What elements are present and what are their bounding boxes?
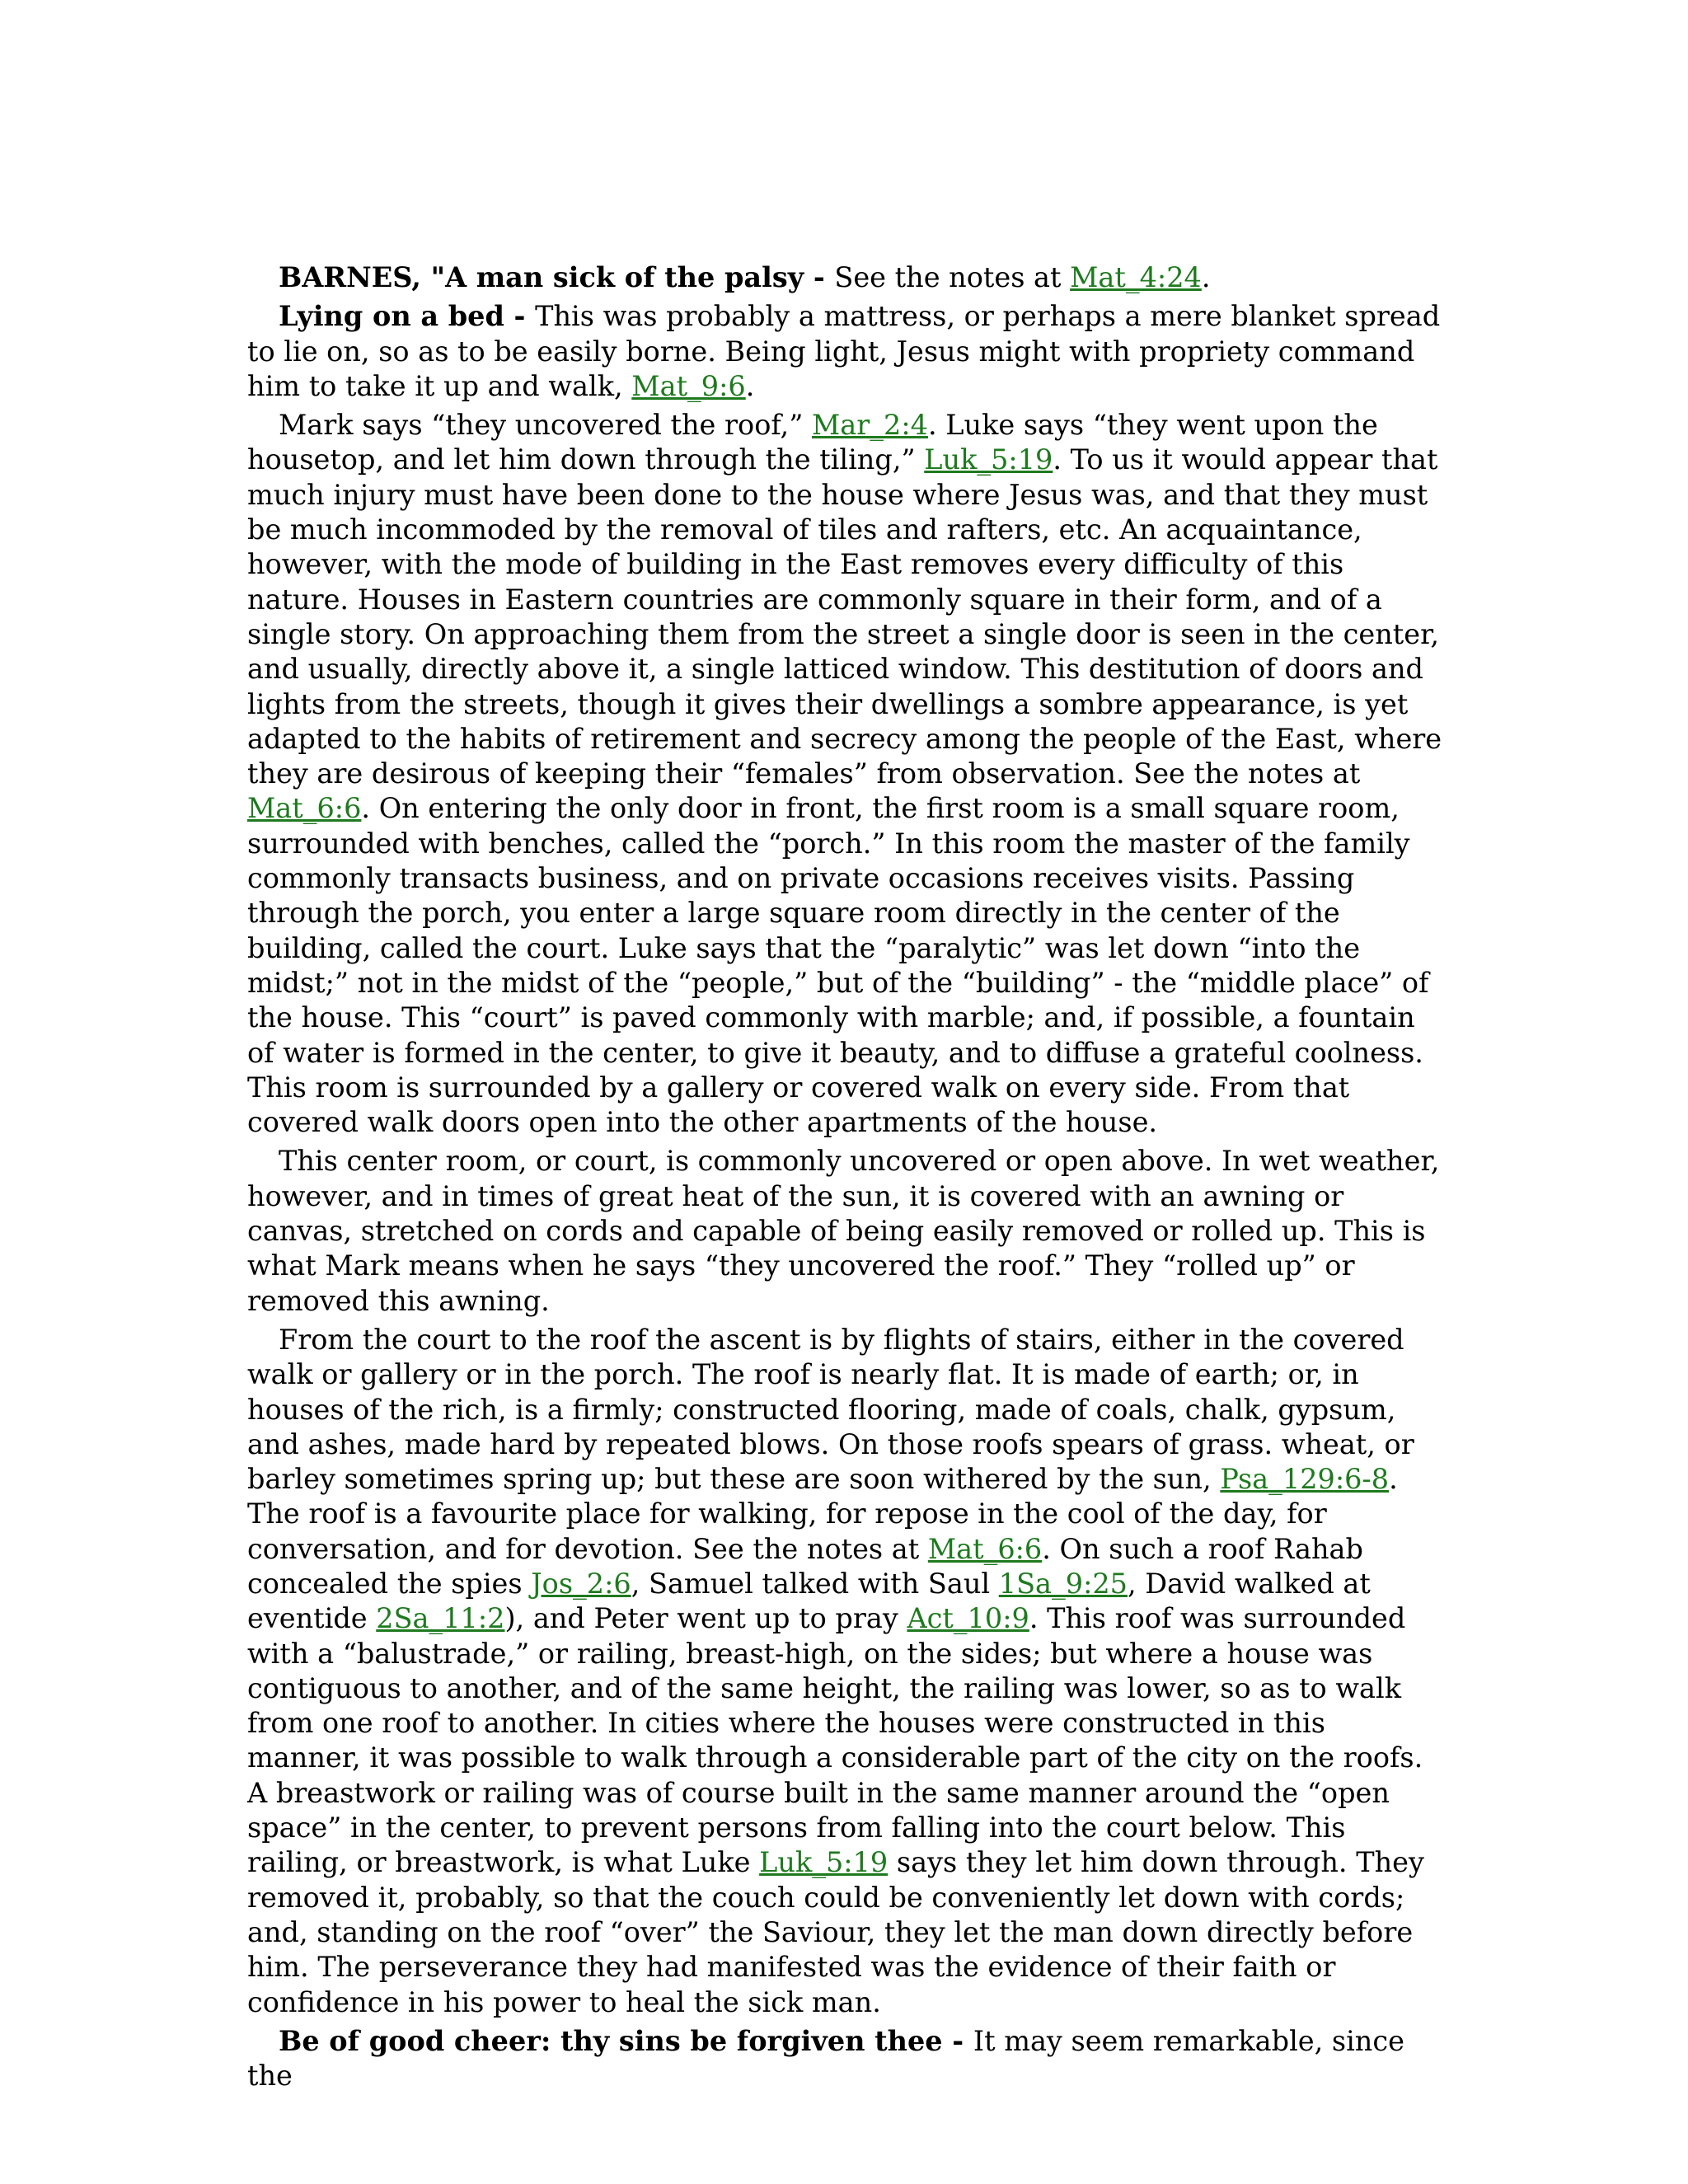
scripture-reference-link[interactable]: 1Sa_9:25 <box>998 1567 1128 1600</box>
scripture-reference-link[interactable]: Mat_6:6 <box>247 792 362 825</box>
heading-phrase: Lying on a bed - <box>279 300 536 333</box>
commentary-page <box>247 260 1444 2097</box>
body-text: . The roof is a favourite place for walking, for repose in the cool of the day, for conversation, and for devotion. See the notes at <box>247 1463 1398 1565</box>
body-text: From the court to the roof the ascent is by flights of stairs, either in the covered walk or gallery or in the porch. The roof is nearly flat. It is made of earth; or, in houses of the rich, is a firmly; constructed flooring, made of coals, chalk, gypsum, and ashes, made hard by repeated blows. On those roofs spears of grass. wheat, or barley sometimes spring up; but these are soon withered by the sun, <box>247 1323 1414 1496</box>
body-text: . <box>745 369 755 402</box>
commentary-paragraph <box>247 1323 1444 2020</box>
scripture-reference-link[interactable]: Act_10:9 <box>907 1602 1029 1635</box>
body-text: . <box>1201 261 1211 293</box>
scripture-reference-link[interactable]: Psa_129:6-8 <box>1220 1463 1390 1496</box>
body-text: See the notes at <box>834 261 1071 293</box>
scripture-reference-link[interactable]: Mat_4:24 <box>1070 261 1202 293</box>
commentary-paragraph <box>247 299 1444 404</box>
scripture-reference-link[interactable]: Luk_5:19 <box>924 443 1053 476</box>
scripture-reference-link[interactable]: Jos_2:6 <box>531 1567 631 1600</box>
body-text: says they let him down through. They removed it, probably, so that the couch could be conveniently let down with cords; and, standing on the roof “over” the Saviour, they let the man down directly before him. The perseverance they had manifested was the evidence of their faith or confidence in his power to heal the sick man. <box>247 1846 1424 2018</box>
body-text: , Samuel talked with Saul <box>631 1567 999 1600</box>
commentary-paragraph <box>247 408 1444 1140</box>
body-text: . On entering the only door in front, the first room is a small square room, surrounded with benches, called the “porch.” In this room the master of the family commonly transacts business, and on private occasions receives visits. Passing through the porch, you enter a large square room directly in the center of the building, called the court. Luke says that the “paralytic” was let down “into the midst;” not in the midst of the “people,” but of the “building” - the “middle place” of the house. This “court” is paved commonly with marble; and, if possible, a fountain of water is formed in the center, to give it beauty, and to diffuse a grateful coolness. This room is surrounded by a gallery or covered walk on every side. From that covered walk doors open into the other apartments of the house. <box>247 792 1429 1139</box>
scripture-reference-link[interactable]: Luk_5:19 <box>759 1846 889 1879</box>
body-text: . To us it would appear that much injury must have been done to the house where Jesus was, and that they must be much incommoded by the removal of tiles and rafters, etc. An acquaintance, however, with the mode of building in the East removes every difficulty of this nature. Houses in Eastern countries are commonly square in their form, and of a single story. On approaching them from the street a single door is seen in the center, and usually, directly above it, a single latticed window. This destitution of doors and lights from the streets, though it gives their dwellings a sombre appearance, is yet adapted to the habits of retirement and secrecy among the people of the East, where they are desirous of keeping their “females” from observation. See the notes at <box>247 443 1442 790</box>
scripture-reference-link[interactable]: Mar_2:4 <box>812 409 928 442</box>
body-text: This was probably a mattress, or perhaps a mere blanket spread to lie on, so as to be easily borne. Being light, Jesus might with propriety command him to take it up and walk, <box>247 300 1441 402</box>
scripture-reference-link[interactable]: 2Sa_11:2 <box>376 1602 505 1635</box>
scripture-reference-link[interactable]: Mat_6:6 <box>927 1532 1043 1565</box>
body-text: It may seem remarkable, since the <box>247 2024 1404 2093</box>
body-text: . On such a roof Rahab concealed the spies <box>247 1532 1363 1600</box>
heading-phrase: Be of good cheer: thy sins be forgiven thee - <box>279 2024 973 2057</box>
scripture-reference-link[interactable]: Mat_9:6 <box>631 369 746 402</box>
body-text: . Luke says “they went upon the housetop, and let him down through the tiling,” <box>247 409 1378 476</box>
commentary-paragraph <box>247 2024 1444 2094</box>
heading-phrase: BARNES, "A man sick of the palsy - <box>279 261 835 293</box>
commentary-paragraph <box>247 260 1444 295</box>
body-text: , David walked at eventide <box>247 1567 1371 1635</box>
body-text: . This roof was surrounded with a “balustrade,” or railing, breast-high, on the sides; but where a house was contiguous to another, and of the same height, the railing was lower, so as to walk from one roof to another. In cities where the houses were constructed in this manner, it was possible to walk through a considerable part of the city on the roofs. A breastwork or railing was of course built in the same manner around the “open space” in the center, to prevent persons from falling into the court below. This railing, or breastwork, is what Luke <box>247 1602 1423 1879</box>
body-text: This center room, or court, is commonly uncovered or open above. In wet weather, however, and in times of great heat of the sun, it is covered with an awning or canvas, stretched on cords and capable of being easily removed or rolled up. This is what Mark means when he says “they uncovered the roof.” They “rolled up” or removed this awning. <box>247 1145 1440 1317</box>
body-text: ), and Peter went up to pray <box>504 1602 907 1635</box>
body-text: Mark says “they uncovered the roof,” <box>279 409 812 442</box>
commentary-paragraph <box>247 1144 1444 1318</box>
